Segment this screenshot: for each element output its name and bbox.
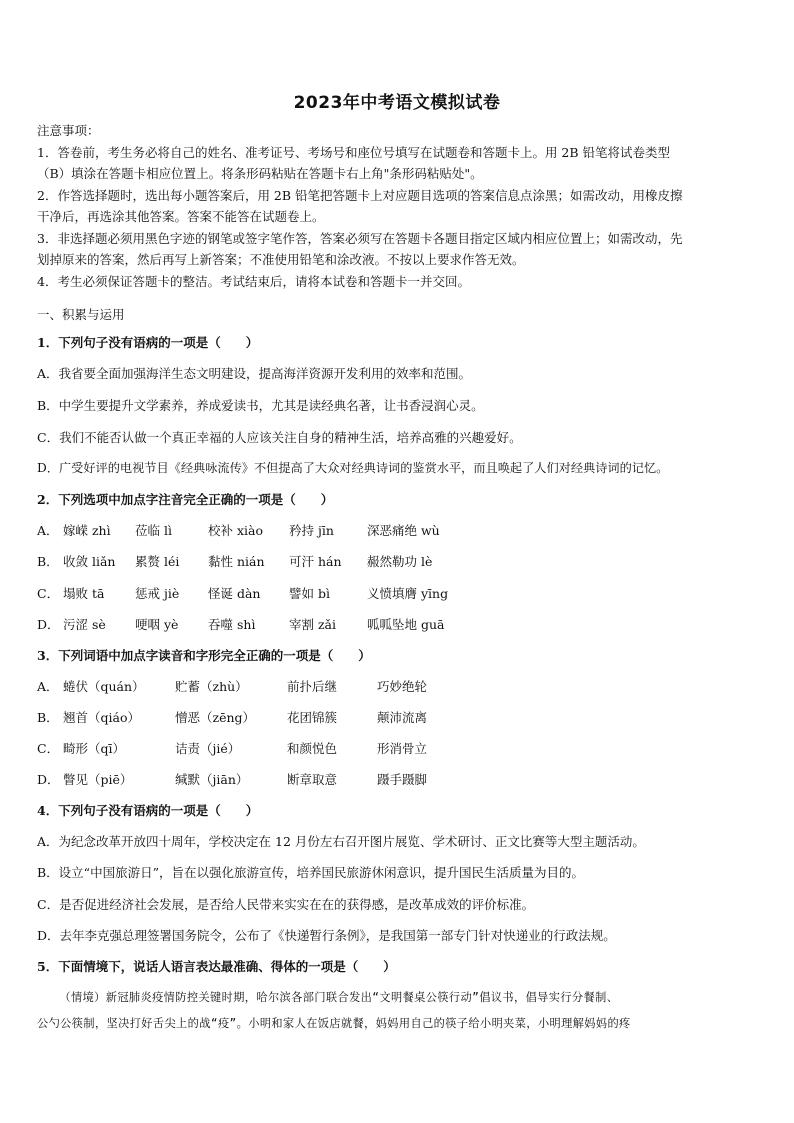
option-word: 污涩 sè xyxy=(63,617,106,632)
option-letter: D． xyxy=(37,617,60,632)
option-word: 花团锦簇 xyxy=(287,710,338,725)
section-title: 一、积累与运用 xyxy=(37,307,125,322)
question-3-option-c xyxy=(37,739,762,757)
question-2-option-b xyxy=(37,552,762,570)
question-1-option-b: B．中学生要提升文学素养，养成爱读书，尤其是读经典名著，让书香浸润心灵。 xyxy=(37,398,484,413)
option-word: 断章取意 xyxy=(287,772,338,787)
option-word: 可汗 hán xyxy=(289,554,342,569)
option-word: 惩戒 jiè xyxy=(135,586,180,601)
option-letter: B． xyxy=(37,710,59,725)
option-word: 巧妙绝轮 xyxy=(377,679,428,694)
option-word: 黏性 nián xyxy=(208,554,265,569)
option-word: 蜷伏（quán） xyxy=(63,679,145,694)
option-word: 譬如 bì xyxy=(289,586,330,601)
notice-line: 4．考生必须保证答题卡的整洁。考试结束后，请将本试卷和答题卡一并交回。 xyxy=(37,273,470,289)
question-2-stem: 2．下列选项中加点字注音完全正确的一项是（ ） xyxy=(37,492,334,507)
option-word: 缄默（jiān） xyxy=(175,772,249,787)
notice-line: 1．答卷前，考生务必将自己的姓名、准考证号、考场号和座位号填写在试题卷和答题卡上。用 2B 铅笔将试卷类型 xyxy=(37,144,671,160)
option-word: 怪诞 dàn xyxy=(208,586,261,601)
option-word: 深恶痛绝 wù xyxy=(367,523,440,538)
option-word: 塌败 tā xyxy=(63,586,105,601)
option-word: 嫁嵘 zhì xyxy=(63,523,111,538)
option-word: 哽咽 yè xyxy=(135,617,179,632)
option-letter: B． xyxy=(37,554,59,569)
notice-line: 划掉原来的答案，然后再写上新答案；不准使用铅笔和涂改液。不按以上要求作答无效。 xyxy=(37,252,525,267)
exam-title: 2023年中考语文模拟试卷 xyxy=(293,93,501,113)
question-4-option-a: A．为纪念改革开放四十周年，学校决定在 12 月份左右召开图片展览、学术研讨、正文比赛等大型主题活动。 xyxy=(37,834,645,849)
option-word: 畸形（qī） xyxy=(63,741,125,756)
question-4-option-d: D．去年李克强总理签署国务院令，公布了《快递暂行条例》，是我国第一部专门针对快递业的行政法规。 xyxy=(37,928,616,943)
notice-line: 干净后，再选涂其他答案。答案不能答在试题卷上。 xyxy=(37,209,325,224)
option-word: 前扑后继 xyxy=(287,679,338,694)
option-letter: A． xyxy=(37,523,59,538)
option-word: 收敛 liǎn xyxy=(63,554,116,569)
question-4-option-b: B．设立“中国旅游日”，旨在以强化旅游宣传，培养国民旅游休闲意识，提升国民生活质量为目的。 xyxy=(37,865,584,880)
option-word: 吞噬 shì xyxy=(208,617,256,632)
notice-line: 2．作答选择题时，选出每小题答案后，用 2B 铅笔把答题卡上对应题目选项的答案信息点涂黑；如需改动，用橡皮擦 xyxy=(37,187,683,203)
question-4-stem: 4．下列句子没有语病的一项是（ ） xyxy=(37,803,259,818)
option-word: 义愤填膺 yīng xyxy=(367,586,449,601)
option-word: 呱呱坠地 guā xyxy=(367,617,445,632)
notice-line: 3．非选择题必须用黑色字迹的钢笔或签字笔作答，答案必须写在答题卡各题目指定区域内相应位置上；如需改动，先 xyxy=(37,230,683,246)
option-word: 蹑手蹑脚 xyxy=(377,772,428,787)
option-word: 莅临 lì xyxy=(135,523,172,538)
question-4-option-c: C．是否促进经济社会发展，是否给人民带来实实在在的获得感，是改革成效的评价标准。 xyxy=(37,897,535,912)
notice-heading: 注意事项： xyxy=(37,123,100,138)
question-2-option-a xyxy=(37,521,762,539)
option-word: 贮蓄（zhù） xyxy=(175,679,248,694)
question-1-stem: 1．下列句子没有语病的一项是（ ） xyxy=(37,335,259,350)
question-5-passage xyxy=(37,985,759,1037)
question-2-option-d xyxy=(37,615,762,633)
option-word: 赧然勒功 lè xyxy=(367,554,433,569)
question-3-stem: 3．下列词语中加点字读音和字形完全正确的一项是（ ） xyxy=(37,648,371,663)
option-word: 和颜悦色 xyxy=(287,741,338,756)
question-3-option-d xyxy=(37,770,762,788)
option-word: 宰割 zǎi xyxy=(289,617,337,632)
option-word: 校补 xiào xyxy=(208,523,263,538)
option-word: 翘首（qiáo） xyxy=(63,710,140,725)
option-word: 累赘 léi xyxy=(135,554,180,569)
option-letter: C． xyxy=(37,586,60,601)
option-word: 诘责（jié） xyxy=(175,741,241,756)
question-5-stem: 5．下面情境下，说话人语言表达最准确、得体的一项是（ ） xyxy=(37,959,396,974)
question-1-option-a: A．我省要全面加强海洋生态文明建设，提高海洋资源开发利用的效率和范围。 xyxy=(37,366,472,381)
option-letter: A． xyxy=(37,679,59,694)
question-3-option-a xyxy=(37,677,762,695)
passage-line: 公勺公筷制，坚决打好舌尖上的战“疫”。小明和家人在饭店就餐，妈妈用自己的筷子给小明夹菜，小明理解妈妈的疼 xyxy=(37,1017,631,1030)
question-1-option-d: D．广受好评的电视节目《经典咏流传》不但提高了大众对经典诗词的鉴赏水平，而且唤起了人们对经典诗词的记忆。 xyxy=(37,461,669,475)
option-word: 颠沛流离 xyxy=(377,710,428,725)
option-word: 憎恶（zēng） xyxy=(175,710,256,725)
option-word: 矜持 jīn xyxy=(289,523,334,538)
passage-line: （情境）新冠肺炎疫情防控关键时期，哈尔滨各部门联合发出“文明餐桌公筷行动”倡议书，倡导实行分餐制、 xyxy=(59,991,619,1004)
notice-block xyxy=(37,120,759,292)
option-letter: D． xyxy=(37,772,60,787)
question-2-option-c xyxy=(37,584,762,602)
notice-line: （B）填涂在答题卡相应位置上。将条形码粘贴在答题卡右上角"条形码粘贴处"。 xyxy=(37,166,483,181)
option-word: 瞥见（piē） xyxy=(63,772,133,787)
option-letter: C． xyxy=(37,741,60,756)
question-1-option-c: C．我们不能否认做一个真正幸福的人应该关注自身的精神生活，培养高雅的兴趣爱好。 xyxy=(37,430,522,445)
question-3-option-b xyxy=(37,708,762,726)
option-word: 形消骨立 xyxy=(377,741,428,756)
